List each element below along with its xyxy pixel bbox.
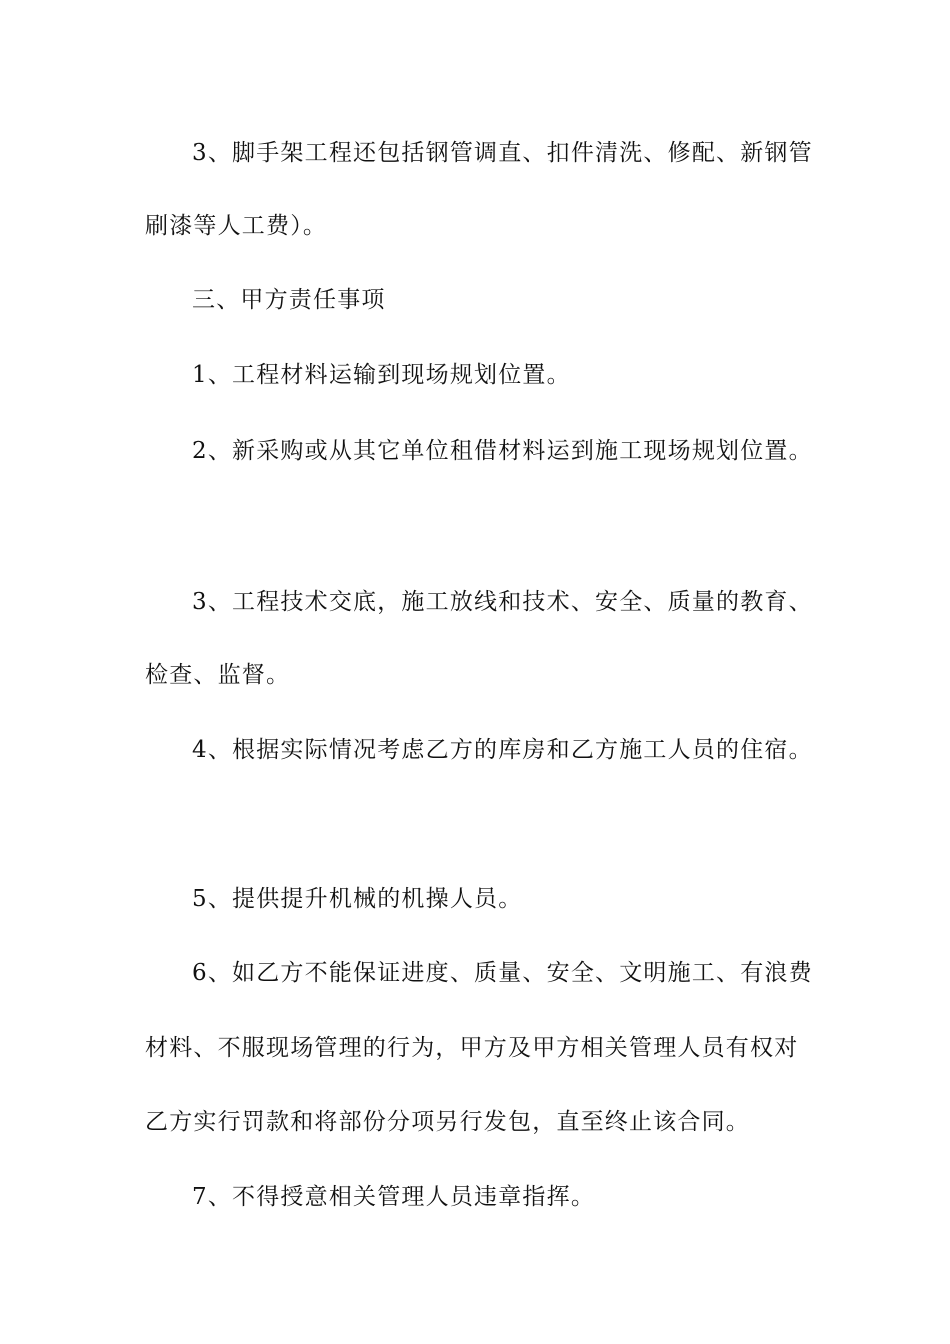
paragraph-line: 2、新采购或从其它单位租借材料运到施工现场规划位置。 (192, 438, 813, 464)
paragraph-line: 刷漆等人工费）。 (145, 213, 328, 239)
paragraph-line: 6、如乙方不能保证进度、质量、安全、文明施工、有浪费 (192, 960, 813, 986)
paragraph-line: 5、提供提升机械的机操人员。 (192, 886, 523, 912)
paragraph-line: 4、根据实际情况考虑乙方的库房和乙方施工人员的住宿。 (192, 737, 813, 763)
paragraph-line: 3、脚手架工程还包括钢管调直、扣件清洗、修配、新钢管 (192, 140, 813, 166)
paragraph-line: 材料、不服现场管理的行为，甲方及甲方相关管理人员有权对 (145, 1035, 799, 1061)
paragraph-line: 1、工程材料运输到现场规划位置。 (192, 362, 571, 388)
paragraph-line: 7、不得授意相关管理人员违章指挥。 (192, 1184, 596, 1210)
paragraph-line: 乙方实行罚款和将部份分项另行发包，直至终止该合同。 (145, 1109, 750, 1135)
paragraph-line: 检查、监督。 (145, 662, 291, 688)
paragraph-line: 3、工程技术交底，施工放线和技术、安全、质量的教育、 (192, 589, 813, 615)
section-heading: 三、甲方责任事项 (192, 287, 386, 313)
